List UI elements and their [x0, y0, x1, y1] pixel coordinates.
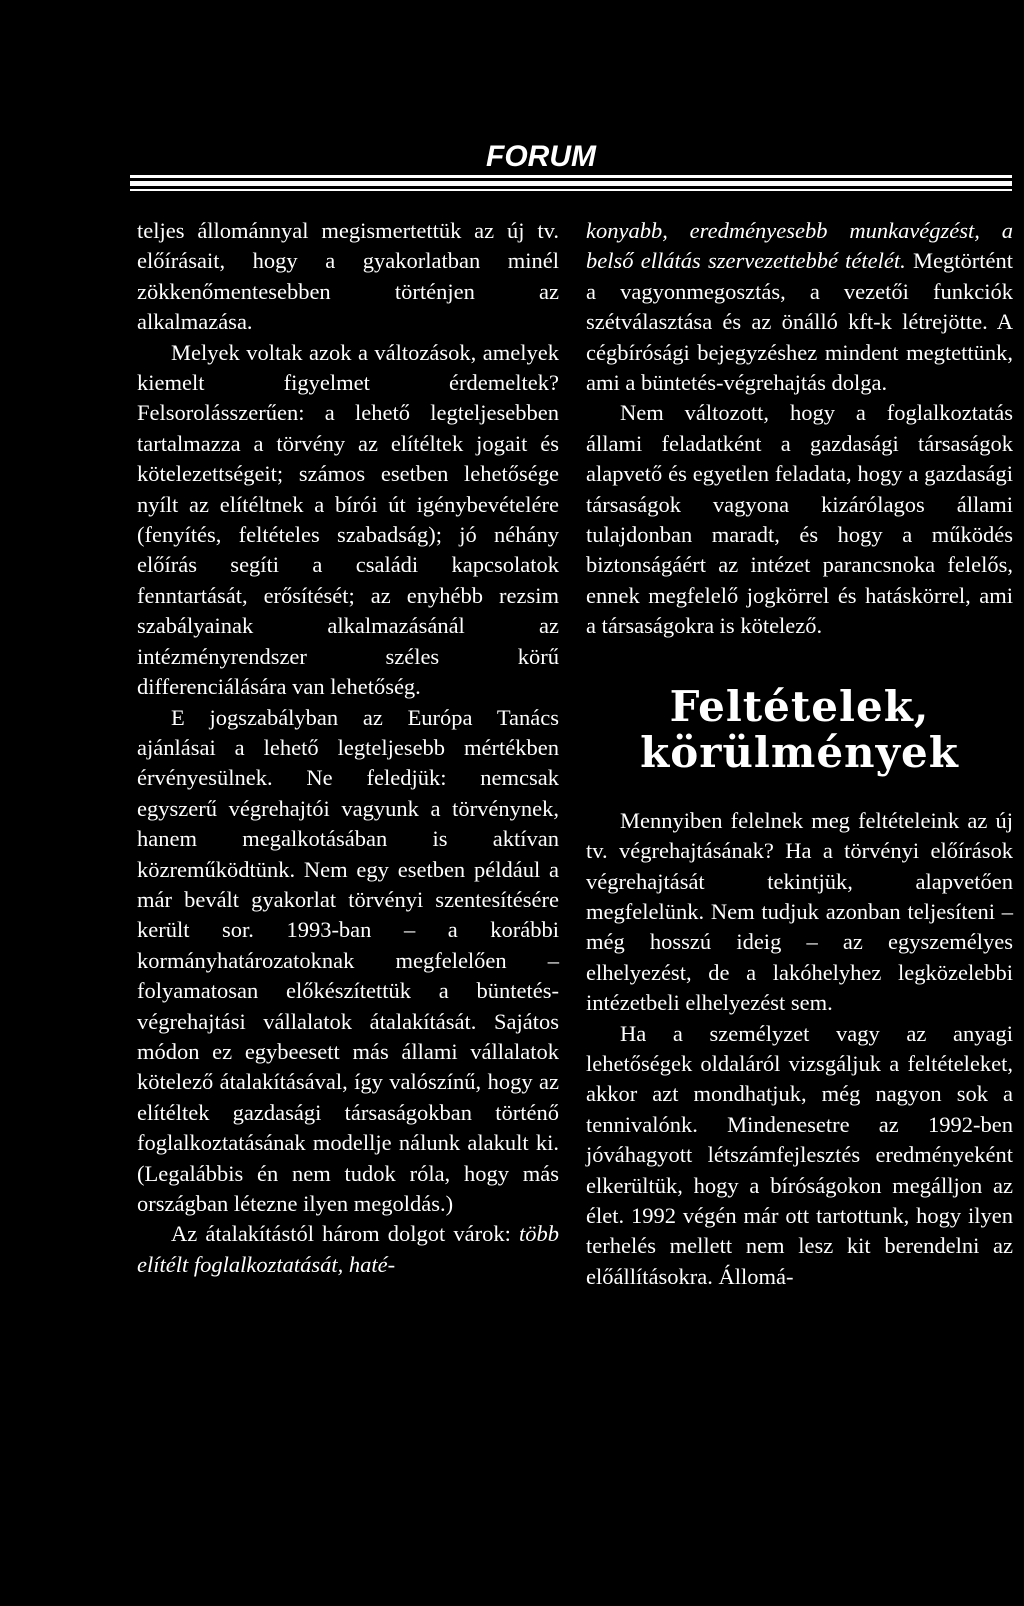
left-paragraph-1: teljes állománnyal megismertettük az új tv. előírásait, hogy a gyakorlatban minél zökkenőmentesebben történjen az alkalmazása. — [137, 218, 559, 335]
right-column — [586, 216, 1013, 1292]
left-paragraph-2: Melyek voltak azok a változások, amelyek kiemelt figyelmet érdemeltek? Felsorolásszerűen: a lehető legteljesebben tartalmazza a törvény az elítéltek jogait és kötelezettségeit; számos esetben lehetősége nyílt az elítéltnek a bírói út igénybevételére (fenyítés, feltételes szabadság); jó néhány előírás segíti a családi kapcsolatok fenntartását, erősítését; az enyhébb rezsim szabályainak alkalmazásánál az intézményrendszer széles körű differenciálására van lehetőség. — [137, 339, 559, 700]
right-paragraph-3: Mennyiben felelnek meg feltételeink az új tv. végrehajtásának? Ha a törvényi előírások végrehajtását tekintjük, alapvetően megfelelünk. Nem tudjuk azonban teljesíteni – még hosszú ideig – az egyszemélyes elhelyezést, de a lakóhelyhez legközelebbi intézetbeli elhelyezést sem. — [586, 807, 1013, 1016]
section-heading-line-2: körülmények — [640, 727, 959, 777]
left-paragraph-3: E jogszabályban az Európa Tanács ajánlásai a lehető legteljesebb mértékben érvényesülnek. Ne feledjük: nemcsak egyszerű végrehajtói vagyunk a törvénynek, hanem megalkotásában is aktívan közreműködtünk. Nem egy esetben például a már bevált gyakorlat törvényi szentesítésére került sor. 1993-ban – a korábbi kormányhatározatoknak megfelelően – folyamatosan előkészítettük a büntetés-végrehajtási vállalatok átalakítását. Sajátos módon ez egybeesett más állami vállalatok kötelező átalakításával, így valószínű, hogy az elítéltek gazdasági társaságokban történő foglalkoztatásának modellje nálunk alakult ki. (Legalábbis én nem tudok róla, hogy más országban létezne ilyen megoldás.) — [137, 704, 559, 1216]
right-paragraph-2: Nem változott, hogy a foglalkoztatás állami feladatként a gazdasági társaságok alapvető és egyetlen feladata, hogy a gazdasági társaságok vagyona kizárólagos állami tulajdonban maradt, és hogy a működés biztonságáért az intézet parancsnoka felelős, ennek megfelelő jogkörrel és hatáskörrel, ami a társaságokra is kötelező. — [586, 400, 1013, 639]
left-column — [137, 216, 559, 1280]
header-title: FORUM — [486, 140, 596, 173]
left-paragraph-4-italic: több elítélt foglalkoztatását, haté- — [137, 1221, 559, 1277]
right-paragraph-1 — [586, 216, 1013, 398]
header-rule-middle — [130, 181, 1012, 186]
right-paragraph-1-italic: konyabb, eredményesebb munkavégzést, a belső ellátás szervezettebbé tételét. — [586, 218, 1013, 274]
right-paragraph-4: Ha a személyzet vagy az anyagi lehetőségek oldaláról vizsgáljuk a feltételeket, akkor azt mondhatjuk, még nagyon sok a tennivalónk. Mindenesetre az 1992-ben jóváhagyott létszámfejlesztés eredményeként elkerültük, hogy a bíróságokon megálljon az élet. 1992 végén már ott tartottunk, hogy ilyen terhelés mellett nem lesz kit berendelni az előállításokra. Állomá- — [586, 1020, 1013, 1289]
header-rule-bottom — [130, 189, 1012, 191]
right-paragraph-1-plain: Megtörtént a vagyonmegosztás, a vezetői funkciók szétválasztása és az önálló kft-k létrejötte. A cégbírósági bejegyzéshez mindent megtettünk, ami a büntetés-végrehajtás dolga. — [586, 248, 1013, 396]
left-paragraph-4-plain: Az átalakítástól három dolgot várok: — [171, 1221, 519, 1247]
left-paragraph-4 — [137, 1219, 559, 1280]
section-heading-line-1: Feltételek, — [669, 681, 930, 731]
header-rule-top — [130, 175, 1012, 178]
section-heading — [586, 681, 1013, 777]
